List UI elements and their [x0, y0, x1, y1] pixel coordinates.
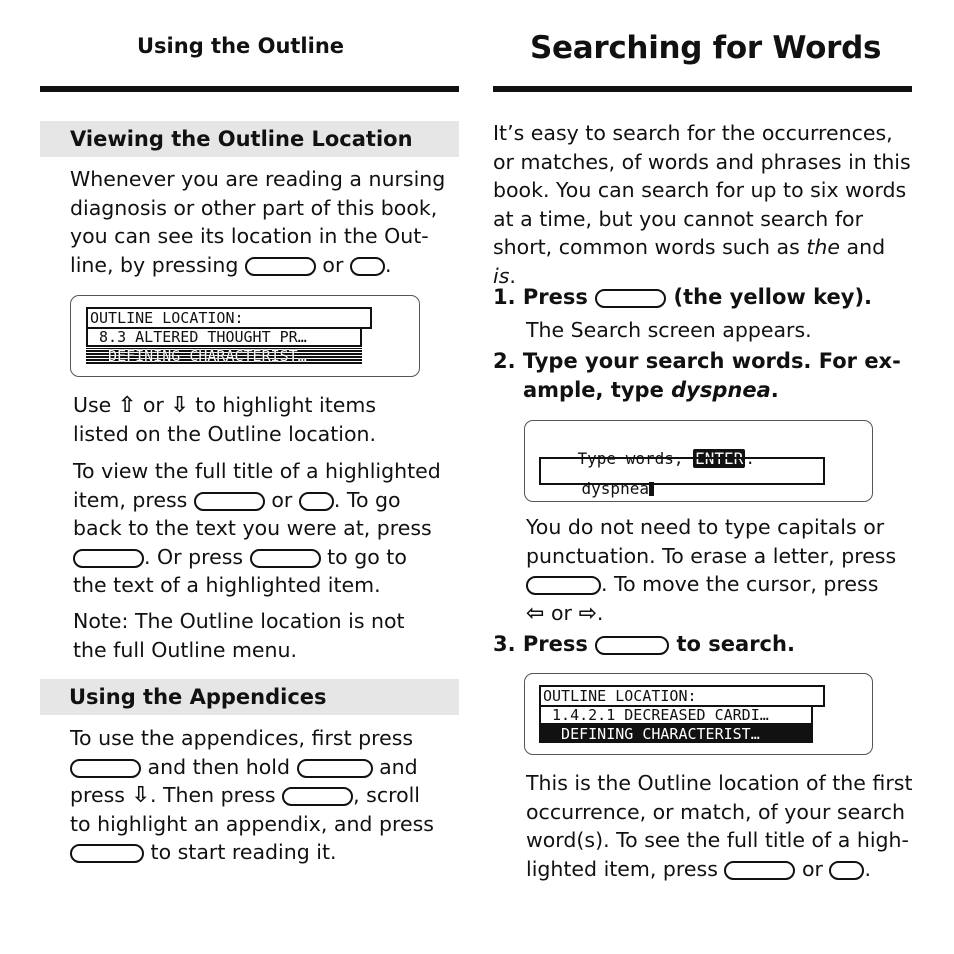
text-line: listed on the Outline location. — [73, 421, 376, 446]
lcd-line: OUTLINE LOCATION: — [90, 309, 244, 327]
text: press — [70, 783, 125, 807]
text-line: You do not need to type capitals or — [526, 515, 885, 539]
text-line: or matches, of words and phrases in this — [493, 149, 911, 174]
text-line: Note: The Outline location is not — [73, 609, 405, 633]
text-line: line, by pressing or . — [70, 252, 392, 277]
text: and — [846, 235, 886, 259]
text-line: to highlight an appendix, and press — [70, 811, 434, 836]
text-line — [493, 376, 918, 405]
step-2 — [493, 347, 918, 405]
header-rule-right — [493, 86, 912, 92]
text-line: To use the appendices, first press — [70, 726, 414, 750]
text: short, common words such as — [493, 235, 800, 259]
step-1 — [493, 283, 913, 312]
text: , scroll — [353, 783, 421, 807]
text-line — [526, 855, 918, 884]
paragraph-use-arrows — [73, 391, 463, 448]
text: is — [493, 263, 510, 288]
text: (the yellow key). — [673, 285, 873, 309]
paragraph-note — [73, 607, 463, 664]
text-line: diagnosis or other part of this book, — [70, 195, 438, 220]
text-line — [526, 570, 918, 599]
down-arrow-icon: ⇩ — [131, 783, 150, 808]
running-header: Using the Outline — [137, 34, 345, 58]
lcd-text: Type words, — [577, 449, 684, 468]
section-title: Using the Appendices — [69, 685, 327, 709]
section-band-outline — [40, 121, 459, 157]
lcd-line: 8.3 ALTERED THOUGHT PR… — [90, 328, 307, 346]
key-icon — [73, 549, 144, 568]
text: . To move the cursor, press — [601, 572, 879, 596]
text-line — [493, 233, 913, 290]
paragraph-typing — [526, 513, 918, 627]
text: ample, type — [523, 378, 664, 402]
text: or — [142, 393, 164, 417]
section-band-appendices — [40, 679, 459, 715]
screen-outline-location — [70, 295, 420, 377]
key-icon — [70, 844, 144, 863]
text: 1. Press — [493, 285, 588, 309]
search-input-value: dyspnea — [581, 479, 649, 498]
text: or — [322, 252, 344, 277]
text-line — [70, 781, 465, 810]
key-icon — [595, 289, 666, 308]
text-line: you can see its location in the Out- — [70, 224, 429, 248]
key-icon — [724, 861, 795, 880]
text: 3. Press — [493, 632, 588, 656]
text: to start reading it. — [150, 840, 337, 864]
text-line: punctuation. To erase a letter, press — [526, 543, 897, 568]
key-icon — [299, 492, 334, 511]
step-3 — [493, 630, 913, 659]
text-line — [73, 486, 463, 515]
text: . — [770, 378, 779, 402]
text-line: book. You can search for up to six words — [493, 178, 907, 202]
lcd-line: DEFINING CHARACTERIST… — [90, 347, 307, 365]
text: and then hold — [147, 754, 291, 779]
key-icon — [282, 787, 353, 806]
paragraph-outline-intro — [70, 165, 465, 279]
key-icon — [250, 549, 321, 568]
header-rule-left — [40, 86, 459, 92]
key-icon — [829, 861, 864, 880]
lcd-text: . — [745, 449, 755, 468]
step-1-description: The Search screen appears. — [526, 318, 812, 342]
text-line: occurrence, or match, of your search — [526, 799, 905, 824]
text: or — [801, 856, 823, 881]
text-line: Whenever you are reading a nursing — [70, 167, 446, 191]
paragraph-appendices — [70, 724, 465, 867]
text-line — [73, 391, 463, 420]
text-line: the full Outline menu. — [73, 637, 298, 662]
text: . — [596, 600, 604, 625]
cursor — [649, 482, 654, 496]
text: . Or press — [144, 544, 244, 569]
screen-search-result — [524, 673, 873, 755]
text-line — [526, 599, 918, 628]
lcd-line: DEFINING CHARACTERIST… — [543, 725, 760, 743]
paragraph-full-title — [73, 457, 463, 600]
text: item, press — [73, 487, 188, 512]
text: to search. — [676, 632, 795, 656]
key-icon — [70, 759, 141, 778]
text-line: at a time, but you cannot search for — [493, 206, 864, 231]
text: or — [550, 600, 572, 625]
text-line: This is the Outline location of the first — [526, 771, 913, 795]
key-icon — [297, 759, 373, 778]
text: or — [271, 487, 293, 512]
text: dyspnea — [671, 378, 771, 402]
down-arrow-icon: ⇩ — [170, 393, 189, 418]
key-icon — [194, 492, 265, 511]
text: . — [864, 856, 871, 881]
section-title: Viewing the Outline Location — [70, 127, 413, 151]
right-arrow-icon: ⇨ — [578, 600, 597, 626]
page-title: Searching for Words — [530, 30, 882, 66]
text-line: To view the full title of a highlighted — [73, 459, 441, 483]
text: lighted item, press — [526, 856, 718, 881]
text: the — [806, 235, 840, 259]
enter-key-icon: ENTER — [695, 449, 744, 468]
key-icon — [526, 576, 601, 595]
text: . To go — [333, 487, 401, 512]
text-line — [70, 753, 465, 782]
text: . — [509, 263, 516, 288]
text: and — [379, 754, 418, 779]
paragraph-search-intro — [493, 119, 913, 290]
text-line — [70, 838, 465, 867]
text: line, by pressing — [70, 252, 239, 277]
text-line: It’s easy to search for the occurrences, — [493, 121, 893, 145]
up-arrow-icon: ⇧ — [117, 393, 137, 418]
text: to go to — [327, 544, 407, 569]
text: to highlight items — [195, 393, 377, 417]
key-icon — [350, 257, 385, 276]
lcd-line — [543, 462, 654, 516]
text: Use — [73, 393, 112, 417]
text-line — [73, 543, 463, 572]
key-icon — [245, 257, 316, 276]
text-line: 2. Type your search words. For ex- — [493, 349, 901, 373]
text-line: the text of a highlighted item. — [73, 573, 381, 597]
lcd-line: 1.4.2.1 DECREASED CARDI… — [543, 706, 769, 724]
lcd-line: OUTLINE LOCATION: — [543, 687, 697, 705]
text-line: back to the text you were at, press — [73, 516, 432, 540]
text-line: word(s). To see the full title of a high- — [526, 828, 909, 852]
key-icon — [595, 636, 669, 655]
left-arrow-icon: ⇦ — [526, 600, 545, 626]
screen-search — [524, 420, 873, 502]
paragraph-result — [526, 769, 918, 883]
text: . Then press — [149, 783, 276, 807]
